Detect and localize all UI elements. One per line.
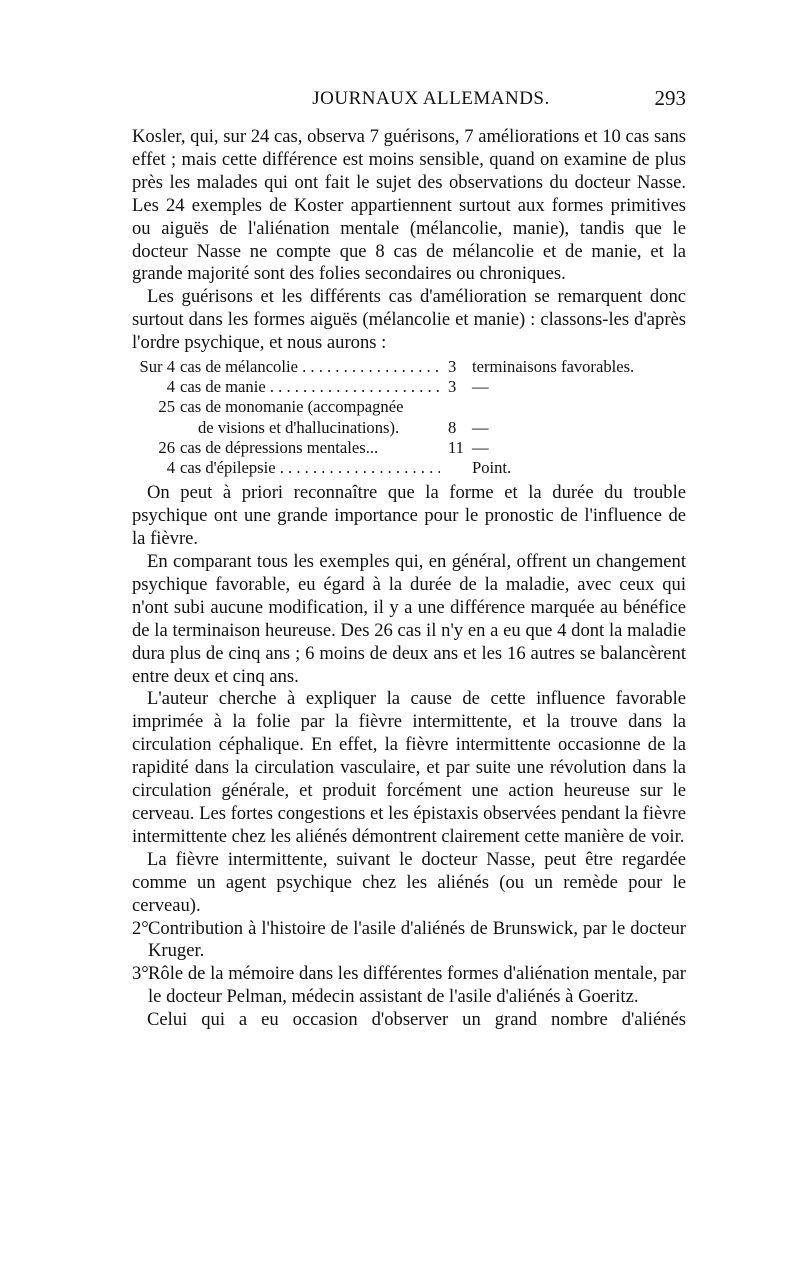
table-row bbox=[132, 397, 686, 417]
paragraph: La fièvre intermittente, suivant le docteur Nasse, peut être regardée comme un agent psychique chez les aliénés (ou un remède pour le cerveau). bbox=[132, 848, 686, 916]
list-text: Contribution à l'histoire de l'asile d'aliénés de Brunswick, par le docteur Kruger. bbox=[148, 917, 686, 962]
running-title: JOURNAUX ALLEMANDS. bbox=[312, 88, 550, 109]
table-row bbox=[132, 357, 686, 377]
row-number: 25 bbox=[158, 397, 175, 417]
row-description: cas de dépressions mentales... bbox=[180, 437, 379, 457]
page-number: 293 bbox=[654, 86, 686, 110]
paragraph: Kosler, qui, sur 24 cas, observa 7 guérisons, 7 améliorations et 10 cas sans effet ; mais cette différence est moins sensible, quand on examine de plus près les malades qui ont fait le sujet des observations du docteur Nasse. Les 24 exemples de Koster appartiennent surtout aux formes primitives ou aiguës de l'aliénation mentale (mélancolie, manie), tandis que le docteur Nasse ne compte que 8 cas de mélancolie et de manie, et la grande majorité sont des folies secondaires ou chroniques. bbox=[132, 126, 686, 285]
row-number: 4 bbox=[166, 458, 175, 478]
paragraph: On peut à priori reconnaître que la forme et la durée du trouble psychique ont une grande importance pour le pronostic de l'influence de la fièvre. bbox=[132, 482, 686, 550]
list-item bbox=[132, 963, 686, 1009]
paragraph: Les guérisons et les différents cas d'amélioration se remarquent donc surtout dans les formes aiguës (mélancolie et manie) : classons-les d'après l'ordre psychique, et nous aurons : bbox=[132, 286, 686, 354]
row-description: cas de manie . . . bbox=[180, 377, 440, 397]
list-number: 3° bbox=[132, 963, 149, 985]
row-number: 26 bbox=[158, 437, 175, 457]
row-count: 11 bbox=[448, 437, 464, 457]
row-result: — bbox=[472, 417, 489, 437]
row-number: 4 bbox=[166, 357, 175, 377]
row-description: cas de mélancolie . . . bbox=[180, 357, 440, 377]
list-item bbox=[132, 918, 686, 964]
row-count bbox=[440, 458, 468, 478]
statistics-table bbox=[132, 357, 686, 478]
paragraph: En comparant tous les exemples qui, en général, offrent un changement psychique favorable, eu égard à la durée de la maladie, avec ceux qui n'ont subi aucune modification, il y a une différence marquée au bénéfice de la terminaison heureuse. Des 26 cas il n'y en a eu que 4 dont la maladie dura plus de cinq ans ; 6 moins de deux ans et les 16 autres se balancèrent entre deux et cinq ans. bbox=[132, 551, 686, 687]
row-result: Point. bbox=[472, 458, 512, 478]
row-description: cas de monomanie (accompagnée bbox=[180, 397, 404, 417]
list-text: Rôle de la mémoire dans les différentes formes d'aliénation mentale, par le docteur Pelman, médecin assistant de l'asile d'aliénés à Goeritz. bbox=[148, 963, 686, 1008]
body-text bbox=[132, 126, 686, 1032]
table-row bbox=[132, 418, 686, 438]
row-result: terminaisons favorables. bbox=[472, 357, 635, 377]
running-head bbox=[130, 88, 692, 114]
row-number: 4 bbox=[166, 377, 175, 397]
row-count: 8 bbox=[448, 417, 457, 437]
paragraph-continued: Celui qui a eu occasion d'observer un grand nombre d'aliénés bbox=[147, 1009, 686, 1031]
row-description: de visions et d'hallucinations). bbox=[198, 417, 400, 437]
paragraph: L'auteur cherche à expliquer la cause de cette influence favorable imprimée à la folie par la fièvre intermittente, et la trouve dans la circulation céphalique. En effet, la fièvre intermittente occasionne de la rapidité dans la circulation vasculaire, et par suite une révolution dans la circulation générale, et produit forcément une action heureuse sur le cerveau. Les fortes congestions et les épistaxis observées pendant la fièvre intermittente chez les aliénés démontrent clairement cette manière de voir. bbox=[132, 688, 686, 847]
row-prefix: Sur bbox=[139, 357, 163, 377]
row-result: — bbox=[472, 377, 489, 397]
table-row bbox=[132, 377, 686, 397]
table-row bbox=[132, 438, 686, 458]
row-result: — bbox=[472, 437, 489, 457]
row-description: cas d'épilepsie . . . bbox=[180, 458, 440, 478]
row-count: 3 bbox=[448, 377, 457, 397]
list-number: 2° bbox=[132, 917, 149, 939]
table-row bbox=[132, 458, 686, 478]
row-count: 3 bbox=[448, 357, 457, 377]
